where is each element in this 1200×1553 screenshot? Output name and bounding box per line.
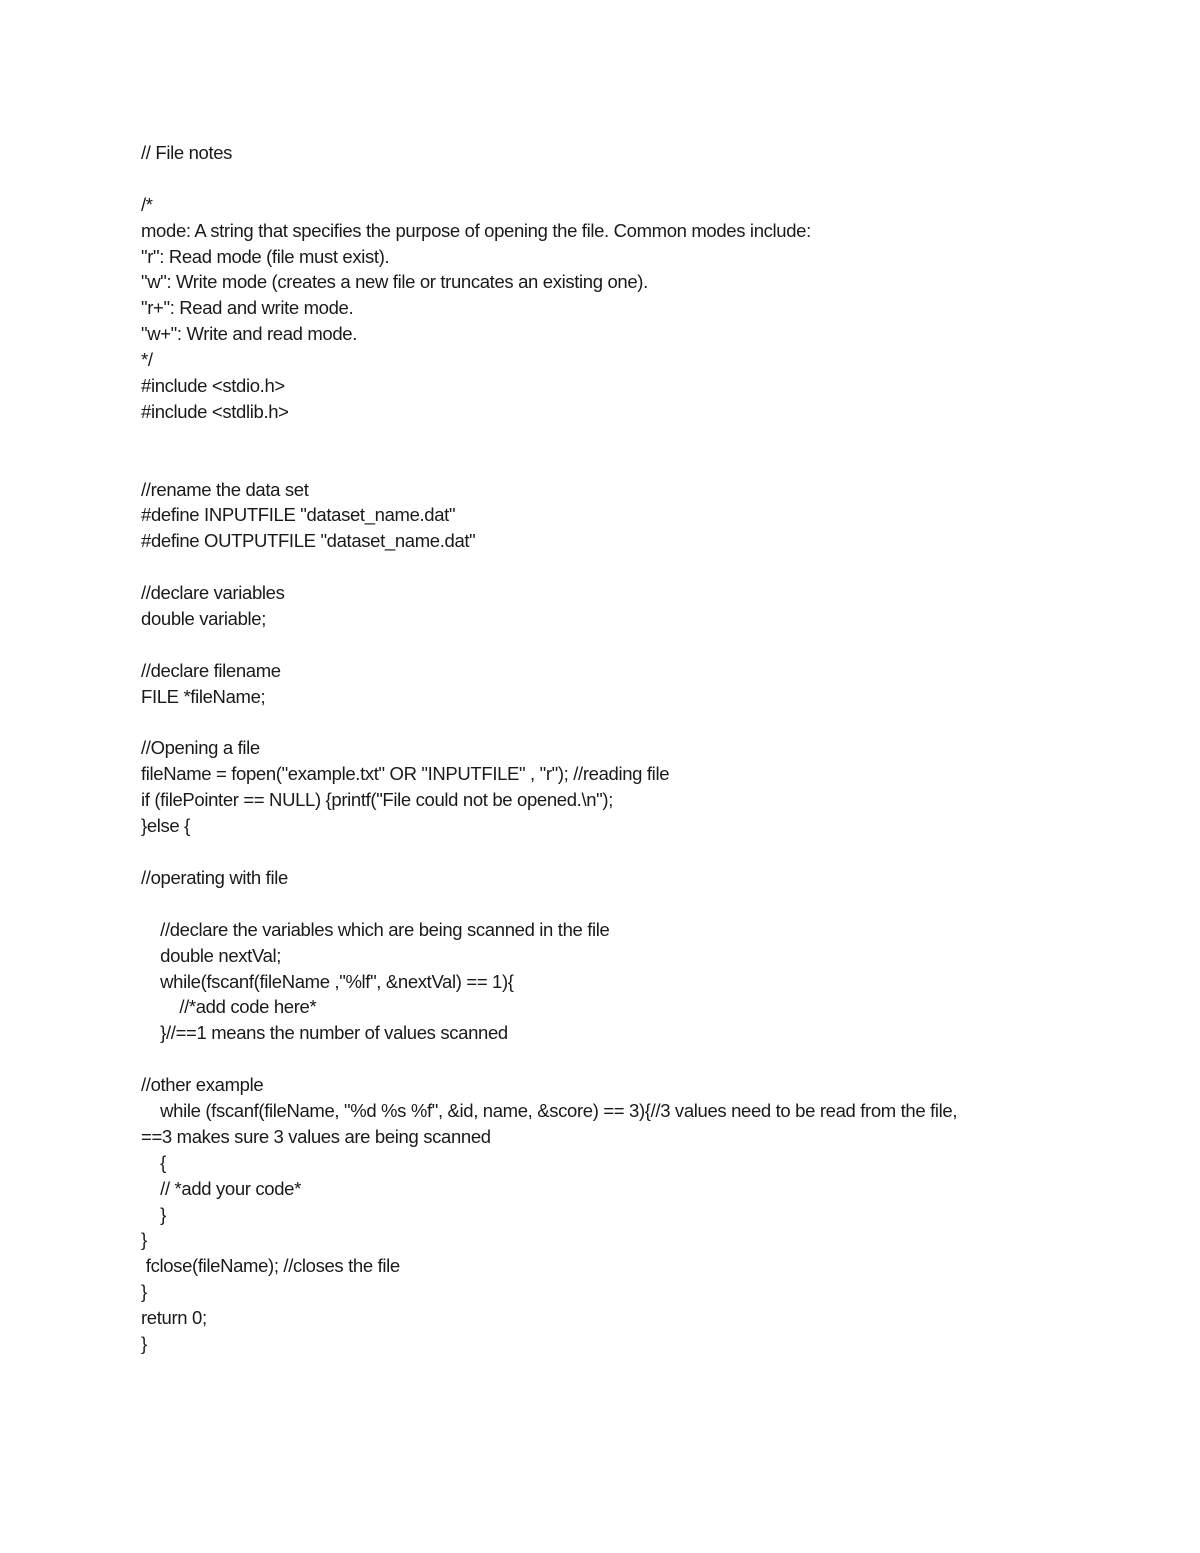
text-line: "r": Read mode (file must exist). [141, 245, 390, 267]
text-line: "r+": Read and write mode. [141, 297, 354, 319]
text-line [141, 710, 1141, 736]
text-line: } [141, 1203, 166, 1225]
text-line: */ [141, 349, 153, 371]
text-line [141, 1046, 1141, 1072]
text-line: FILE *fileName; [141, 685, 266, 707]
text-line: //declare the variables which are being scanned in the file [141, 918, 610, 940]
text-line: //declare filename [141, 659, 281, 681]
text-line: }//==1 means the number of values scanned [141, 1022, 508, 1044]
text-line: "w": Write mode (creates a new file or truncates an existing one). [141, 271, 648, 293]
text-line [141, 451, 1141, 477]
text-line: while (fscanf(fileName, "%d %s %f", &id, name, &score) == 3){//3 values need to be read from the file, [141, 1099, 958, 1121]
text-line: #include <stdio.h> [141, 375, 285, 397]
text-line: #define INPUTFILE "dataset_name.dat" [141, 504, 456, 526]
text-line: //operating with file [141, 866, 288, 888]
text-line: double nextVal; [141, 944, 282, 966]
text-line: } [141, 1332, 147, 1354]
text-line [141, 839, 1141, 865]
text-line: ==3 makes sure 3 values are being scanned [141, 1125, 491, 1147]
document-body [141, 140, 1141, 1357]
text-line: double variable; [141, 608, 267, 630]
text-line: // File notes [141, 142, 233, 163]
text-line: while(fscanf(fileName ,"%lf", &nextVal) == 1){ [141, 970, 514, 992]
text-line: "w+": Write and read mode. [141, 323, 358, 345]
text-line [141, 166, 1141, 192]
text-line: //other example [141, 1074, 264, 1096]
text-line: #include <stdlib.h> [141, 400, 289, 422]
text-line: if (filePointer == NULL) {printf("File could not be opened.\n"); [141, 789, 613, 811]
text-line: mode: A string that specifies the purpose of opening the file. Common modes include: [141, 219, 811, 241]
text-line: //rename the data set [141, 478, 309, 500]
text-line: /* [141, 193, 153, 215]
text-line: fileName = fopen("example.txt" OR "INPUTFILE" , "r"); //reading file [141, 763, 670, 785]
text-line [141, 891, 1141, 917]
text-line: return 0; [141, 1307, 207, 1329]
text-line: //*add code here* [141, 996, 317, 1018]
text-line [141, 632, 1141, 658]
text-line: } [141, 1229, 147, 1251]
text-line: //Opening a file [141, 737, 260, 759]
text-line: } [141, 1281, 147, 1303]
text-line: // *add your code* [141, 1177, 301, 1199]
text-line: { [141, 1151, 166, 1173]
text-line: #define OUTPUTFILE "dataset_name.dat" [141, 530, 476, 552]
text-line [141, 425, 1141, 451]
text-line: //declare variables [141, 582, 285, 604]
text-line: fclose(fileName); //closes the file [141, 1255, 400, 1277]
text-line: }else { [141, 815, 190, 837]
text-line [141, 554, 1141, 580]
